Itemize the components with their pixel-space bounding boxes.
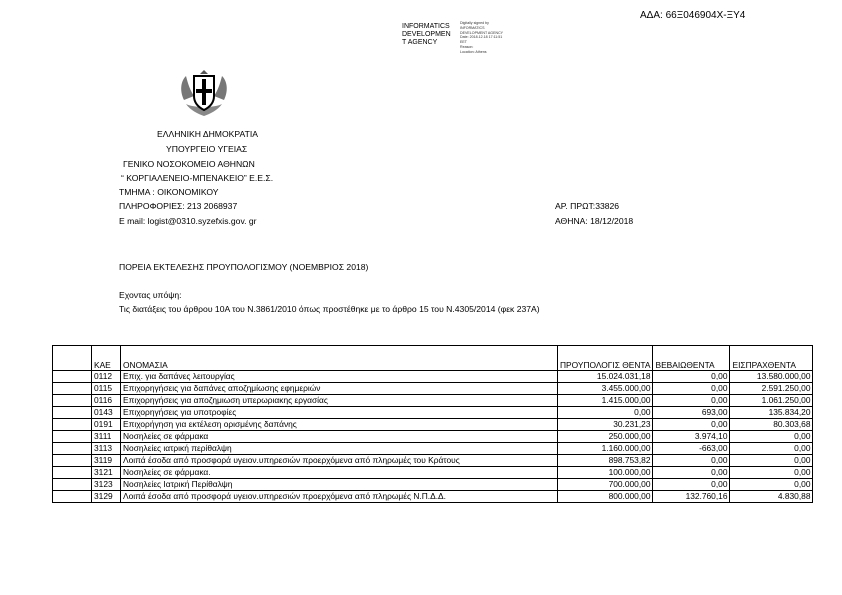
table-row bbox=[53, 383, 813, 395]
law-reference: Τις διατάξεις του άρθρου 10Α του Ν.3861/2010 όπως προστέθηκε με το άρθρο 15 του Ν.4305/2014 (φεκ 237Α) bbox=[119, 304, 540, 314]
signature-detail-line: Reason: bbox=[460, 44, 474, 49]
ada-code: ΑΔΑ: 66Ξ046904Χ-ΞΥ4 bbox=[640, 10, 746, 21]
signature-detail-line: Location: Athens bbox=[460, 49, 487, 54]
table-row bbox=[53, 407, 813, 419]
row-certified: 0,00 bbox=[653, 455, 730, 467]
hospital-name: “ ΚΟΡΓΙΑΛΕΝΕΙΟ-ΜΠΕΝΑΚΕΙΟ” Ε.Ε.Σ. bbox=[121, 173, 274, 183]
row-collected: 13.580.000,00 bbox=[730, 371, 813, 383]
row-collected: 0,00 bbox=[730, 443, 813, 455]
table-cell bbox=[53, 371, 92, 383]
row-name: Επιχορηγήσεις για αποζημιωση υπερωριακης εργασίας bbox=[121, 395, 558, 407]
table-cell bbox=[53, 455, 92, 467]
coat-of-arms-icon bbox=[178, 70, 230, 118]
row-kae: 0143 bbox=[92, 407, 121, 419]
row-budget: 250.000,00 bbox=[558, 431, 653, 443]
republic-label: ΕΛΛΗΝΙΚΗ ΔΗΜΟΚΡΑΤΙΑ bbox=[157, 129, 258, 139]
table-cell bbox=[53, 346, 92, 371]
row-budget: 30.231,23 bbox=[558, 419, 653, 431]
agency-line: INFORMATICS bbox=[402, 23, 450, 30]
row-certified: -663,00 bbox=[653, 443, 730, 455]
row-name: Επιχορηγήσεις για δαπάνες αποζημίωσης εφημεριών bbox=[121, 383, 558, 395]
table-cell bbox=[53, 491, 92, 503]
row-certified: 0,00 bbox=[653, 383, 730, 395]
row-name: Λοιπά έσοδα από προσφορά υγειον.υπηρεσιών προερχόμενα από πληρωμές Ν.Π.Δ.Δ. bbox=[121, 491, 558, 503]
row-budget: 0,00 bbox=[558, 407, 653, 419]
row-name: Νοσηλείες σε φάρμακα bbox=[121, 431, 558, 443]
row-name: Επιχορηγήσεις για υποτροφίες bbox=[121, 407, 558, 419]
row-certified: 693,00 bbox=[653, 407, 730, 419]
protocol-number: ΑΡ. ΠΡΩΤ:33826 bbox=[555, 201, 620, 211]
row-kae: 0116 bbox=[92, 395, 121, 407]
row-collected: 4.830,88 bbox=[730, 491, 813, 503]
row-budget: 800.000,00 bbox=[558, 491, 653, 503]
table-row bbox=[53, 371, 813, 383]
subject-title: ΠΟΡΕΙΑ ΕΚΤΕΛΕΣΗΣ ΠΡΟΥΠΟΛΟΓΙΣΜΟΥ (ΝΟΕΜΒΡΙΟΣ 2018) bbox=[119, 262, 369, 272]
header-kae: ΚΑΕ bbox=[92, 346, 121, 371]
considering-label: Εχοντας υπόψη: bbox=[119, 290, 182, 300]
header-certified: ΒΕΒΑΙΩΘΕΝΤΑ bbox=[653, 346, 730, 371]
row-kae: 3113 bbox=[92, 443, 121, 455]
row-budget: 898.753,82 bbox=[558, 455, 653, 467]
row-certified: 0,00 bbox=[653, 467, 730, 479]
hospital-label: ΓΕΝΙΚΟ ΝΟΣΟΚΟΜΕΙΟ ΑΘΗΝΩΝ bbox=[123, 159, 255, 169]
row-budget: 1.160.000,00 bbox=[558, 443, 653, 455]
row-name: Νοσηλείες ιατρική περίθαλψη bbox=[121, 443, 558, 455]
signature-details bbox=[460, 21, 503, 55]
signature-detail-line: DEVELOPMENT AGENCY bbox=[460, 30, 504, 35]
row-collected: 135.834,20 bbox=[730, 407, 813, 419]
row-kae: 0191 bbox=[92, 419, 121, 431]
table-row bbox=[53, 431, 813, 443]
table-cell bbox=[53, 467, 92, 479]
row-collected: 0,00 bbox=[730, 431, 813, 443]
table-row bbox=[53, 419, 813, 431]
table-cell bbox=[53, 431, 92, 443]
table-cell bbox=[53, 419, 92, 431]
row-name: Επιχορήγηση για εκτέλεση ορισμένης δαπάνης bbox=[121, 419, 558, 431]
row-name: Νοσηλείες Ιατρική Περίθαλψη bbox=[121, 479, 558, 491]
row-collected: 1.061.250,00 bbox=[730, 395, 813, 407]
signature-detail-line: Digitally signed by bbox=[460, 21, 489, 25]
row-collected: 0,00 bbox=[730, 455, 813, 467]
row-kae: 3119 bbox=[92, 455, 121, 467]
row-budget: 700.000,00 bbox=[558, 479, 653, 491]
agency-line: T AGENCY bbox=[402, 39, 438, 46]
row-kae: 3121 bbox=[92, 467, 121, 479]
table-row bbox=[53, 455, 813, 467]
ministry-label: ΥΠΟΥΡΓΕΙΟ ΥΓΕΙΑΣ bbox=[166, 144, 248, 154]
signature-detail-line: Date: 2018.12.18 17:11:51 bbox=[460, 35, 503, 40]
row-collected: 0,00 bbox=[730, 479, 813, 491]
table-row bbox=[53, 443, 813, 455]
row-collected: 80.303,68 bbox=[730, 419, 813, 431]
signature-detail-line: EET bbox=[460, 40, 467, 45]
row-certified: 0,00 bbox=[653, 419, 730, 431]
department-label: ΤΜΗΜΑ : ΟΙΚΟΝΟΜΙΚΟΥ bbox=[119, 187, 219, 197]
table-cell bbox=[53, 407, 92, 419]
agency-line: DEVELOPMEN bbox=[402, 31, 451, 38]
row-collected: 2.591.250,00 bbox=[730, 383, 813, 395]
table-row bbox=[53, 467, 813, 479]
table-cell bbox=[53, 383, 92, 395]
table-header-row bbox=[53, 346, 813, 371]
row-certified: 0,00 bbox=[653, 479, 730, 491]
table-cell bbox=[53, 443, 92, 455]
row-name: Νοσηλείες σε φάρμακα. bbox=[121, 467, 558, 479]
email-label: E mail: logist@0310.syzefxis.gov. gr bbox=[119, 216, 257, 226]
document-date: ΑΘΗΝΑ: 18/12/2018 bbox=[555, 216, 634, 226]
row-certified: 0,00 bbox=[653, 395, 730, 407]
row-certified: 3.974,10 bbox=[653, 431, 730, 443]
header-budget: ΠΡΟΥΠΟΛΟΓΙΣ ΘΕΝΤΑ bbox=[558, 346, 653, 371]
row-collected: 0,00 bbox=[730, 467, 813, 479]
row-budget: 15.024.031,18 bbox=[558, 371, 653, 383]
row-kae: 3111 bbox=[92, 431, 121, 443]
table-cell bbox=[53, 479, 92, 491]
row-budget: 3.455.000,00 bbox=[558, 383, 653, 395]
row-name: Επιχ. για δαπάνες λειτουργίας bbox=[121, 371, 558, 383]
row-name: Λοιπά έσοδα από προσφορά υγειον.υπηρεσιών προερχόμενα από πληρωμές του Κράτους bbox=[121, 455, 558, 467]
row-budget: 100.000,00 bbox=[558, 467, 653, 479]
table-row bbox=[53, 395, 813, 407]
table-row bbox=[53, 479, 813, 491]
signature-stamp bbox=[402, 23, 451, 47]
row-certified: 132.760,16 bbox=[653, 491, 730, 503]
header-collected: ΕΙΣΠΡΑΧΘΕΝΤΑ bbox=[730, 346, 813, 371]
table-cell bbox=[53, 395, 92, 407]
row-kae: 3129 bbox=[92, 491, 121, 503]
signature-detail-line: INFORMATICS bbox=[460, 25, 485, 30]
row-kae: 0112 bbox=[92, 371, 121, 383]
table-row bbox=[53, 491, 813, 503]
row-budget: 1.415.000,00 bbox=[558, 395, 653, 407]
row-kae: 0115 bbox=[92, 383, 121, 395]
header-name: ΟΝΟΜΑΣΙΑ bbox=[121, 346, 558, 371]
info-phone: ΠΛΗΡΟΦΟΡΙΕΣ: 213 2068937 bbox=[119, 201, 238, 211]
row-kae: 3123 bbox=[92, 479, 121, 491]
row-certified: 0,00 bbox=[653, 371, 730, 383]
budget-table bbox=[52, 345, 813, 503]
